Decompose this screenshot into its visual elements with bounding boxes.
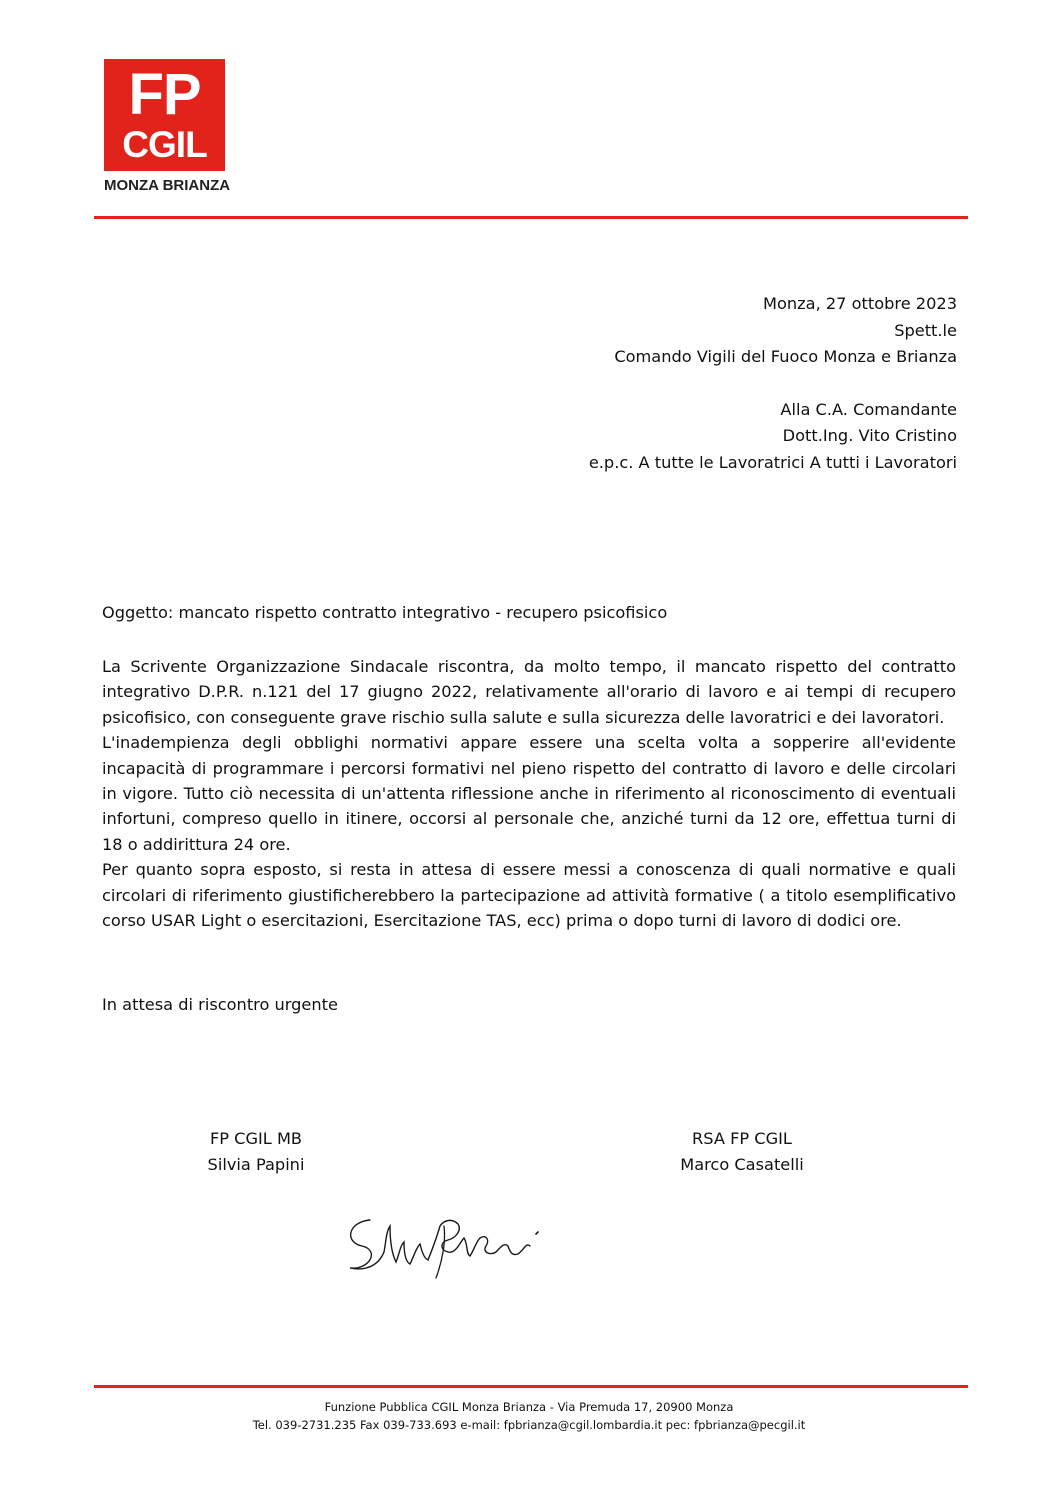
header-divider xyxy=(94,216,968,219)
address-block xyxy=(589,291,957,476)
recipient: Comando Vigili del Fuoco Monza e Brianza xyxy=(614,347,957,366)
body-paragraph: Per quanto sopra esposto, si resta in attesa di essere messi a conoscenza di quali normative e quali circolari di riferimento giustificherebbero la partecipazione ad attività formative ( a titolo esemplificativo corso USAR Light o esercitazioni, Esercitazione TAS, ecc) prima o dopo turni di lavoro di dodici ore. xyxy=(102,860,956,931)
closing-line: In attesa di riscontro urgente xyxy=(102,995,338,1014)
attention-name: Dott.Ing. Vito Cristino xyxy=(782,426,957,445)
signatory-right-name: Marco Casatelli xyxy=(680,1155,804,1174)
attention-line: Alla C.A. Comandante xyxy=(780,399,957,419)
subject-line: Oggetto: mancato rispetto contratto integrativo - recupero psicofisico xyxy=(102,603,668,622)
body-paragraph: La Scrivente Organizzazione Sindacale riscontra, da molto tempo, il mancato rispetto del contratto integrativo D.P.R. n.121 del 17 giugno 2022, relativamente all'orario di lavoro e ai tempi di recupero psicofisico, con conseguente grave rischio sulla salute e sulla sicurezza delle lavoratrici e dei lavoratori. xyxy=(102,657,956,727)
body-paragraph: L'inadempienza degli obblighi normativi appare essere una scelta volta a sopperire all'evidente incapacità di programmare i percorsi formativi nel pieno rispetto del contratto di lavoro e delle circolari in vigore. Tutto ciò necessita di un'attenta riflessione anche in riferimento al riconoscimento di eventuali infortuni, compreso quello in itinere, occorsi al personale che, anziché turni da 12 ore, effettua turni di 18 o addirittura 24 ore. xyxy=(102,733,956,854)
footer-contacts: Tel. 039-2731.235 Fax 039-733.693 e-mail: fpbrianza@cgil.lombardia.it pec: fpbrianza@pecgil.it xyxy=(252,1418,806,1432)
signatory-left xyxy=(176,1126,336,1178)
logo-fp-text: FP xyxy=(128,62,201,127)
cc-line: e.p.c. A tutte le Lavoratrici A tutti i Lavoratori xyxy=(588,452,957,472)
footer-address: Funzione Pubblica CGIL Monza Brianza - Via Premuda 17, 20900 Monza xyxy=(324,1400,734,1414)
signatory-left-name: Silvia Papini xyxy=(207,1155,305,1174)
date-line: Monza, 27 ottobre 2023 xyxy=(763,294,957,313)
signatory-right xyxy=(652,1126,832,1178)
logo-cgil-text: CGIL xyxy=(122,124,207,165)
logo-subtitle: MONZA BRIANZA xyxy=(104,177,231,194)
signatory-left-org: FP CGIL MB xyxy=(209,1129,303,1148)
footer-divider xyxy=(94,1385,968,1388)
signatory-right-org: RSA FP CGIL xyxy=(692,1129,792,1148)
handwritten-signature xyxy=(340,1212,560,1282)
salutation: Spett.le xyxy=(894,320,957,340)
fp-cgil-logo xyxy=(104,59,225,171)
letter-body xyxy=(102,654,956,933)
